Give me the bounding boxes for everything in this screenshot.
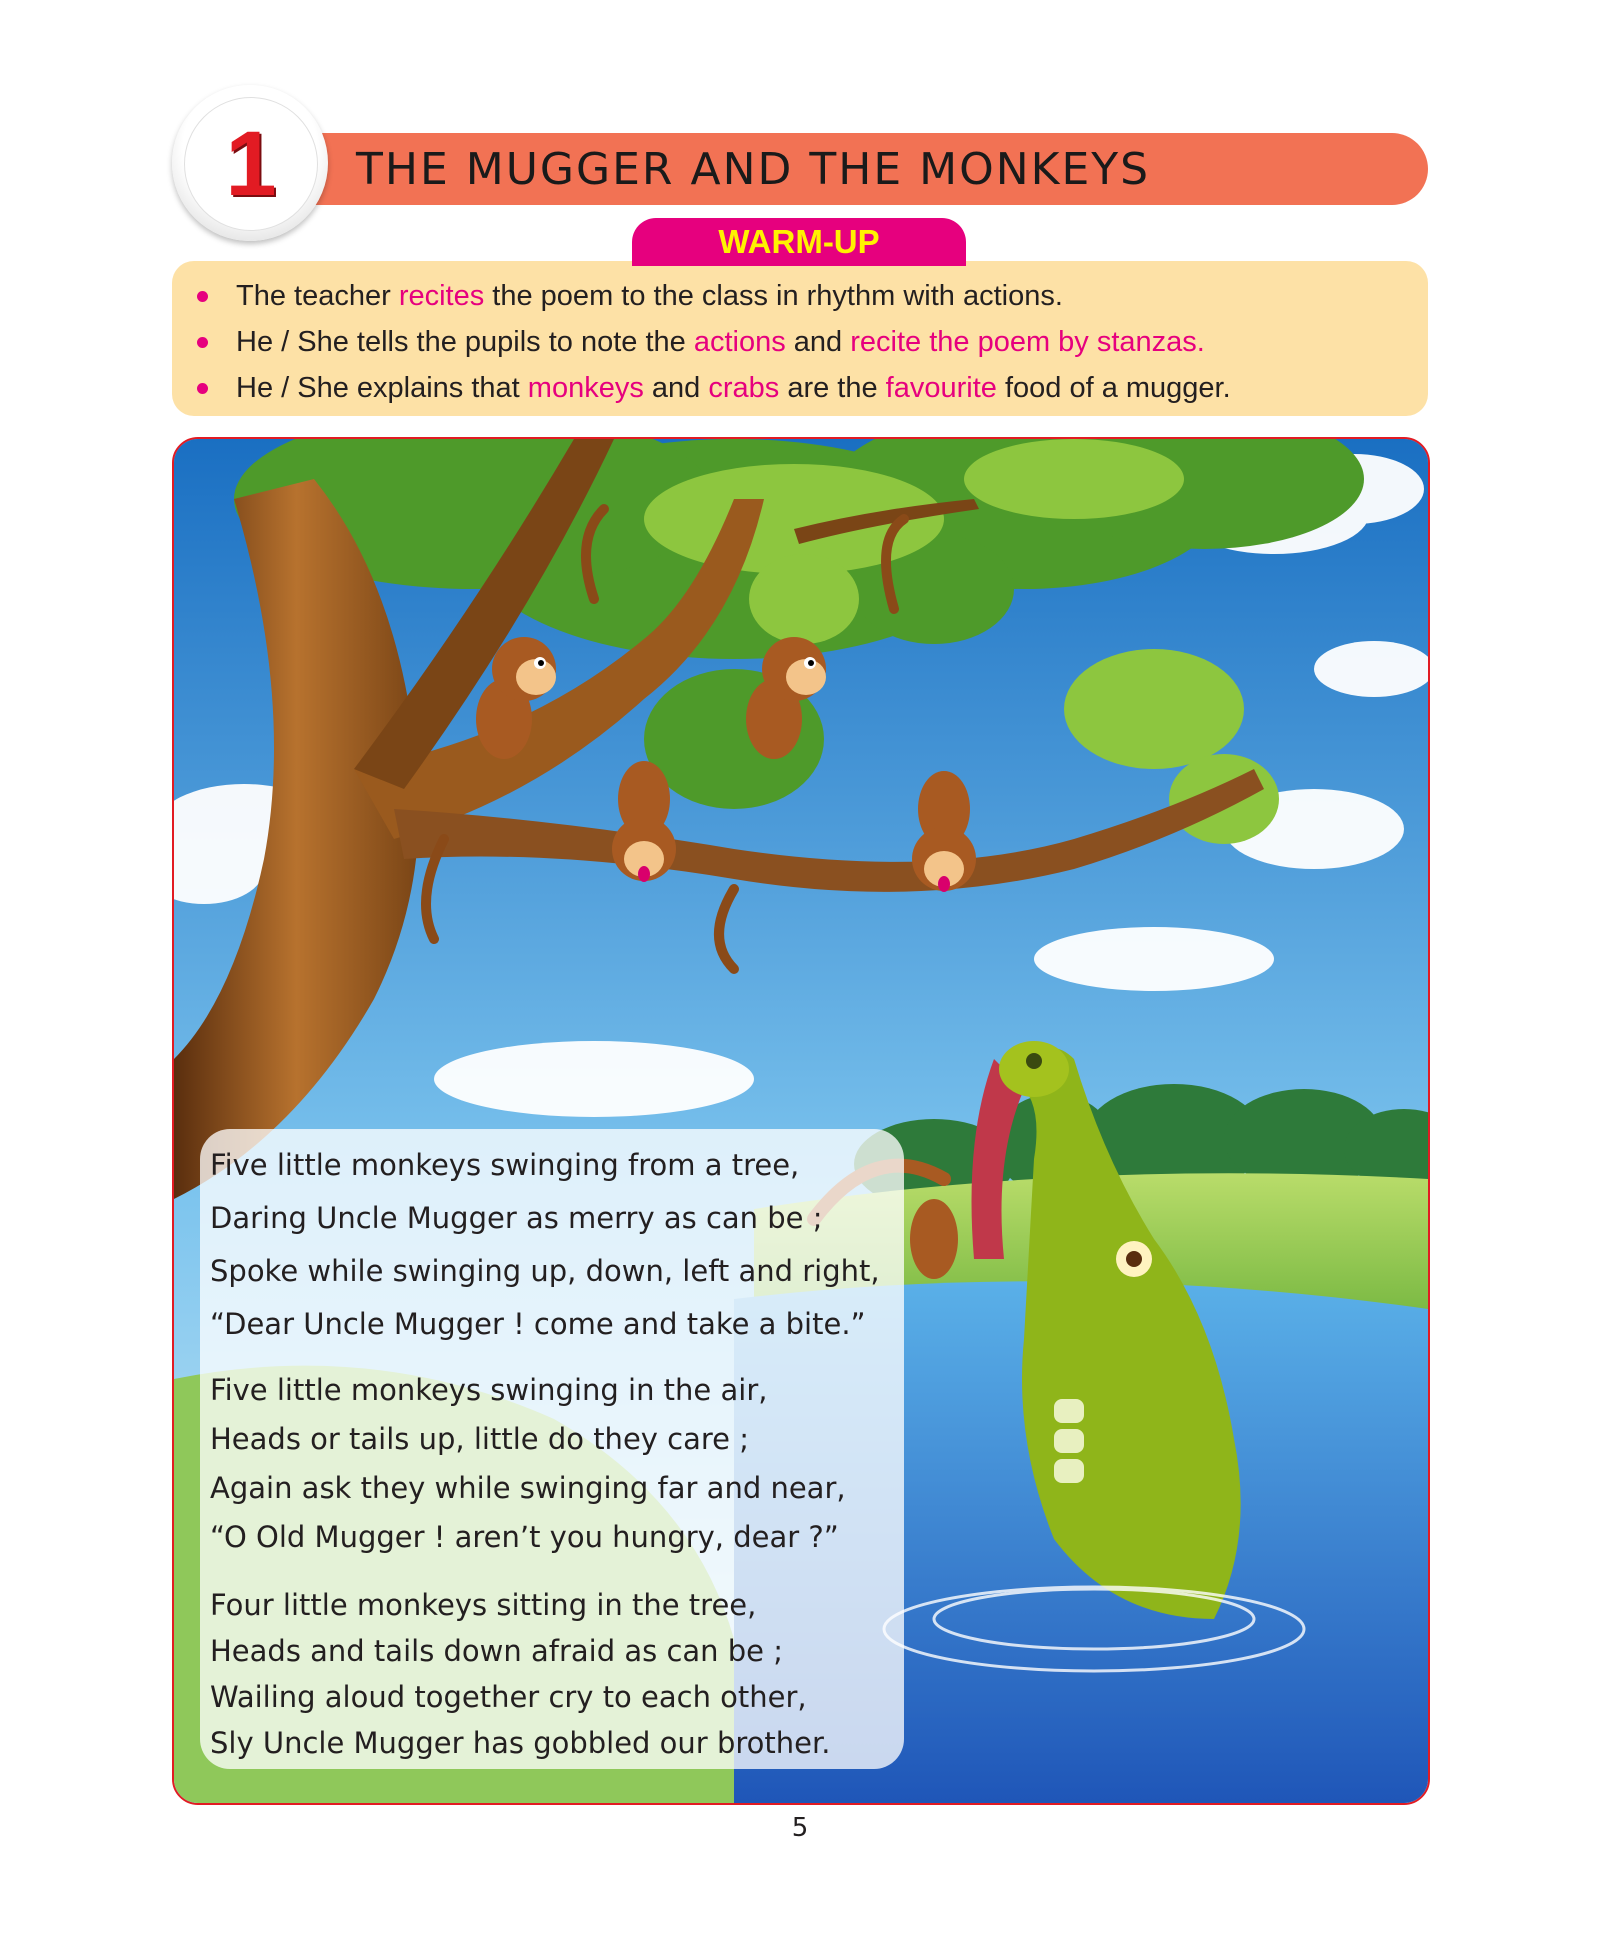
poem-line: Heads and tails down afraid as can be ; — [210, 1634, 783, 1668]
poem-line: Wailing aloud together cry to each other, — [210, 1680, 807, 1714]
chapter-title-bar — [262, 133, 1428, 205]
warm-up-list — [172, 261, 1428, 411]
warm-up-box — [172, 261, 1428, 416]
highlighted-word: crabs — [708, 372, 780, 404]
poem-line: Spoke while swinging up, down, left and right, — [210, 1254, 880, 1288]
poem-illustration — [172, 437, 1430, 1805]
bullet-text: and — [643, 372, 709, 404]
highlighted-word: favourite — [885, 372, 997, 404]
page-number: 5 — [791, 1813, 809, 1843]
bullet-text: He / She tells the pupils to note the — [236, 326, 694, 358]
highlighted-word: actions — [693, 326, 786, 358]
bullet-dot-icon — [197, 383, 208, 394]
chapter-number: 1 — [225, 113, 277, 215]
poem-line: Daring Uncle Mugger as merry as can be ; — [210, 1201, 823, 1235]
poem-stanza-2 — [210, 1366, 846, 1562]
warm-up-tab — [632, 218, 966, 266]
poem-stanza-1 — [210, 1139, 880, 1351]
poem-stanza-3 — [210, 1582, 830, 1766]
bullet-text: He / She explains that — [236, 372, 528, 404]
warm-up-label: WARM-UP — [718, 223, 880, 260]
poem-line: “Dear Uncle Mugger ! come and take a bite.” — [210, 1307, 866, 1341]
highlighted-word: monkeys — [527, 372, 644, 404]
poem-line: Again ask they while swinging far and near, — [210, 1471, 846, 1505]
warm-up-bullet — [172, 319, 1428, 365]
bullet-text: the poem to the class in rhythm with actions. — [484, 280, 1063, 312]
poem-line: Five little monkeys swinging from a tree, — [210, 1148, 800, 1182]
poem-line: Five little monkeys swinging in the air, — [210, 1373, 768, 1407]
chapter-number-badge — [172, 85, 328, 241]
poem-line: Four little monkeys sitting in the tree, — [210, 1588, 757, 1622]
bullet-text: are the — [779, 372, 886, 404]
bullet-text: and — [785, 326, 851, 358]
warm-up-bullet — [172, 365, 1428, 411]
highlighted-word: recite the poem by stanzas. — [850, 326, 1205, 358]
poem-text-box — [200, 1129, 904, 1769]
warm-up-bullet — [172, 273, 1428, 319]
poem-line: “O Old Mugger ! aren’t you hungry, dear ?” — [210, 1520, 839, 1554]
bullet-dot-icon — [197, 337, 208, 348]
bullet-dot-icon — [197, 291, 208, 302]
highlighted-word: recites — [398, 280, 485, 312]
chapter-title: THE MUGGER AND THE MONKEYS — [356, 143, 1151, 195]
bullet-text: The teacher — [236, 280, 399, 312]
poem-line: Sly Uncle Mugger has gobbled our brother. — [210, 1726, 831, 1760]
bullet-text: food of a mugger. — [996, 372, 1231, 404]
poem-line: Heads or tails up, little do they care ; — [210, 1422, 749, 1456]
